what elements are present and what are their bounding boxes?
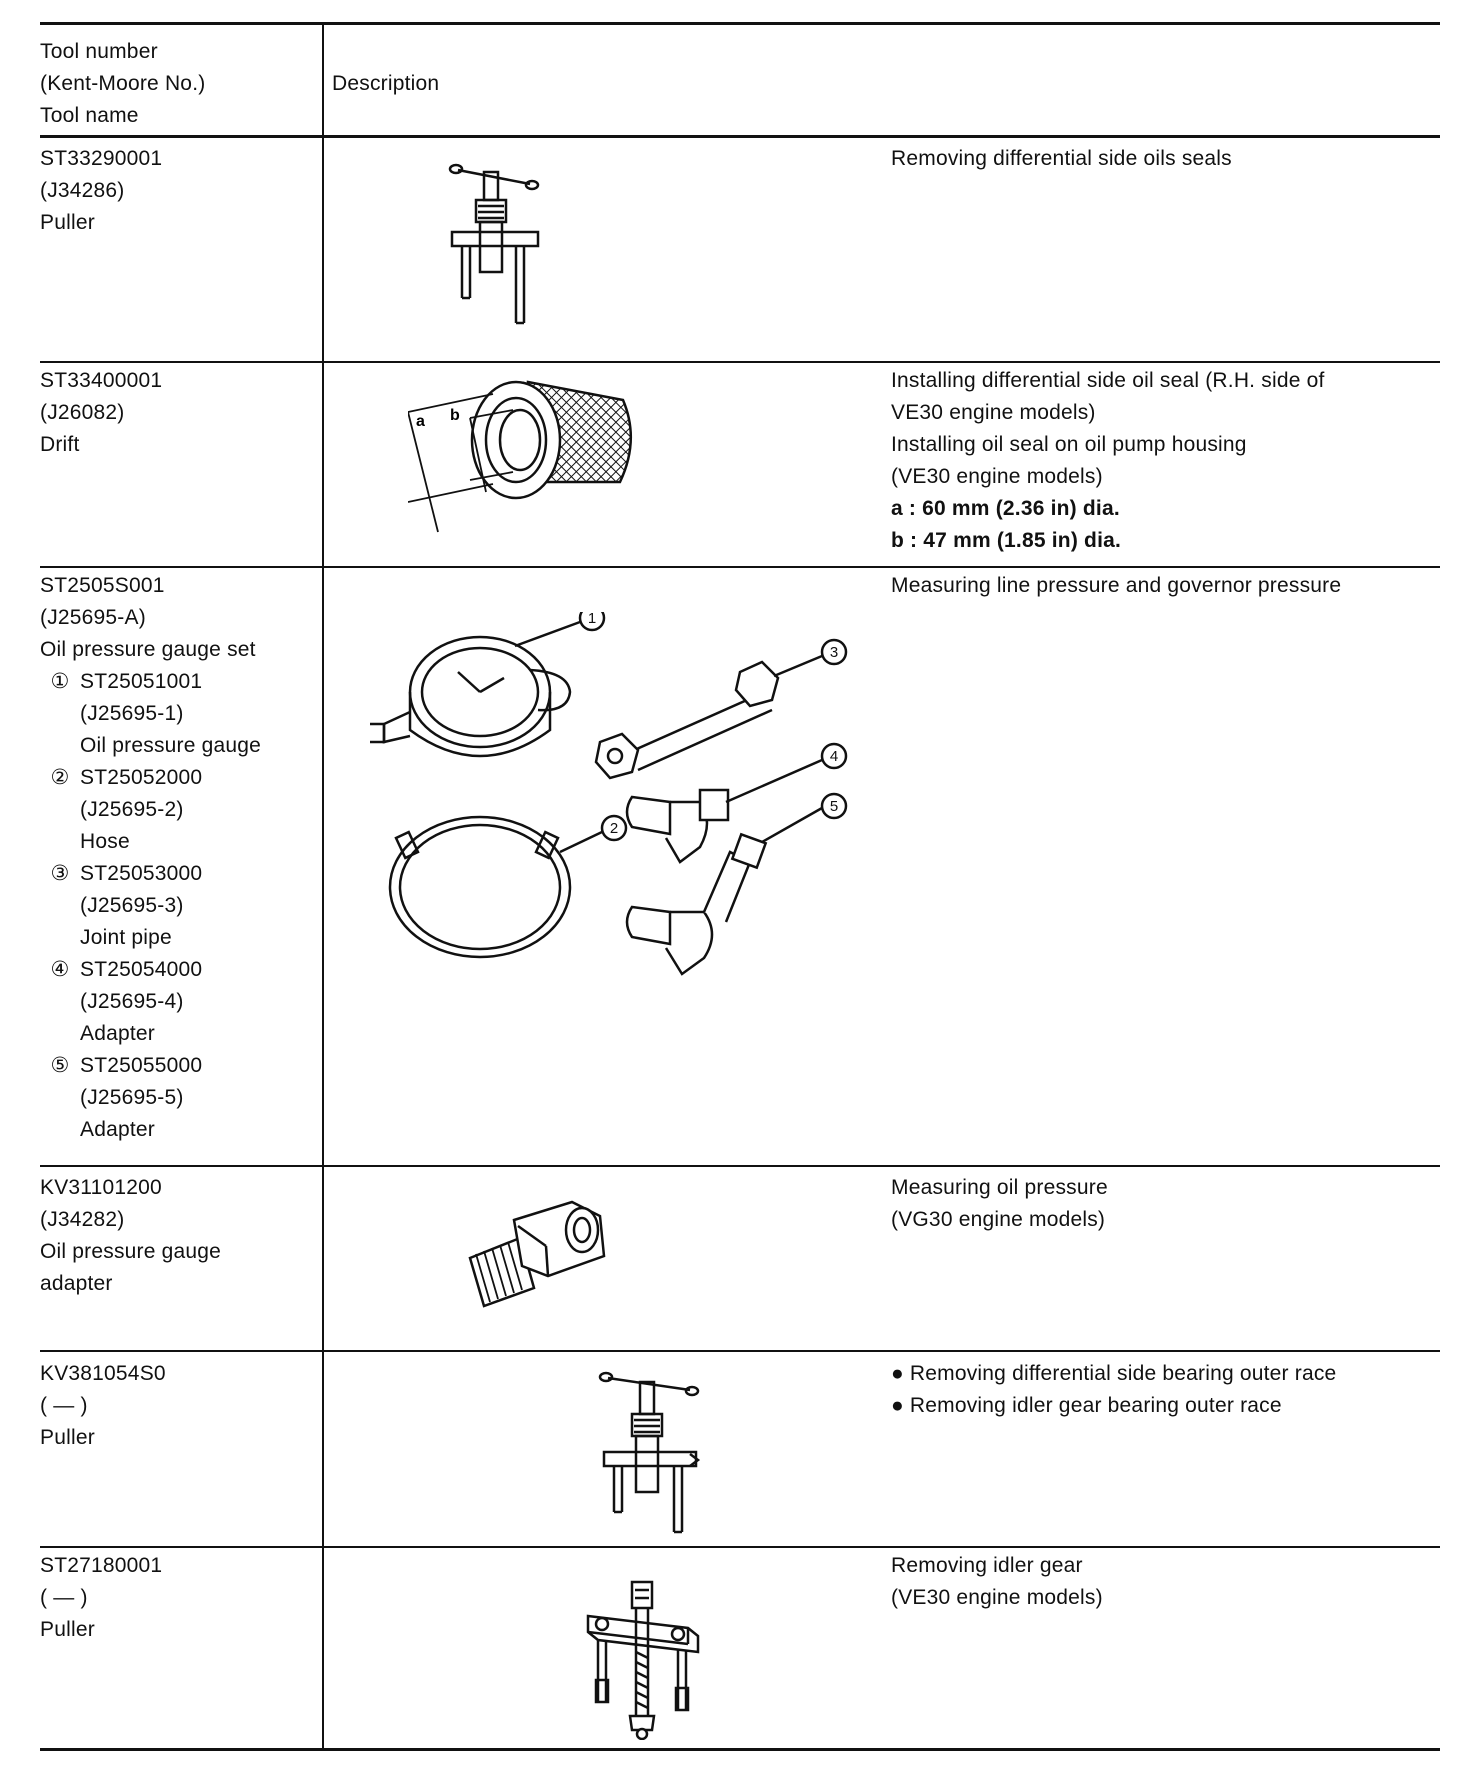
table-top-rule [40, 22, 1440, 25]
item-number: ② [50, 766, 70, 789]
puller-icon [594, 1362, 704, 1542]
tool-number: KV381054S0 [40, 1362, 166, 1385]
description-line: Measuring oil pressure [891, 1176, 1108, 1199]
description-line: Removing differential side oils seals [891, 147, 1232, 170]
row-5-description [891, 1358, 1451, 1422]
gauge-adapter-icon [462, 1196, 612, 1308]
description-line: Installing differential side oil seal (R.H. side of [891, 369, 1325, 392]
kent-moore-number: (J26082) [40, 401, 125, 424]
sub-item-1 [40, 666, 320, 698]
row-2-tool-id [40, 365, 320, 461]
tool-name: Oil pressure gauge [40, 1240, 222, 1263]
row-3-description [891, 570, 1451, 602]
row-3-tool-id [40, 570, 320, 1146]
kent-moore-number: (J25695-A) [40, 606, 146, 629]
oil-pressure-gauge-set-icon [370, 612, 970, 1012]
item-kent-moore: (J25695-2) [80, 798, 184, 821]
drift-icon [408, 372, 658, 542]
header-line: Tool number [40, 40, 158, 63]
column-divider [322, 22, 324, 1749]
description-line: (VE30 engine models) [891, 1586, 1103, 1609]
item-name: Oil pressure gauge [80, 734, 262, 757]
item-kent-moore: (J25695-3) [80, 894, 184, 917]
dim-label-b: b [450, 407, 460, 424]
item-part-number: ST25051001 [80, 670, 203, 693]
item-name: Adapter [80, 1118, 155, 1141]
callout-3: 3 [829, 644, 839, 661]
item-name: Joint pipe [80, 926, 172, 949]
row-divider [40, 1546, 1440, 1548]
item-number: ③ [50, 862, 70, 885]
item-part-number: ST25053000 [80, 862, 203, 885]
tool-name: Puller [40, 1426, 95, 1449]
tool-name: Puller [40, 1618, 95, 1641]
dimension-b: b : 47 mm (1.85 in) dia. [891, 529, 1122, 552]
tool-number: KV31101200 [40, 1176, 162, 1199]
description-line: Removing idler gear [891, 1554, 1083, 1577]
item-part-number: ST25054000 [80, 958, 203, 981]
dim-label-a: a [416, 413, 425, 430]
kent-moore-number: ( — ) [40, 1394, 88, 1417]
table-bottom-rule [40, 1748, 1440, 1751]
row-1-description [891, 143, 1451, 175]
item-name: Adapter [80, 1022, 155, 1045]
kent-moore-number: ( — ) [40, 1586, 88, 1609]
sub-item-4 [40, 954, 320, 986]
header-line: (Kent-Moore No.) [40, 72, 206, 95]
item-number: ① [50, 670, 70, 693]
header-tool-number [40, 36, 320, 132]
row-4-description [891, 1172, 1451, 1236]
header-rule [40, 135, 1440, 138]
kent-moore-number: (J34282) [40, 1208, 125, 1231]
header-line: Tool name [40, 104, 139, 127]
row-divider [40, 1350, 1440, 1352]
row-6-tool-id [40, 1550, 320, 1646]
description-line: ● Removing idler gear bearing outer race [891, 1394, 1282, 1417]
row-divider [40, 566, 1440, 568]
item-part-number: ST25052000 [80, 766, 203, 789]
tool-name: Drift [40, 433, 80, 456]
description-line: (VG30 engine models) [891, 1208, 1106, 1231]
row-1-tool-id [40, 143, 320, 239]
row-4-tool-id [40, 1172, 320, 1300]
tool-number: ST27180001 [40, 1554, 163, 1577]
tool-name-cont: adapter [40, 1272, 113, 1295]
item-number: ⑤ [50, 1054, 70, 1077]
row-divider [40, 361, 1440, 363]
description-line: Installing oil seal on oil pump housing [891, 433, 1247, 456]
sub-item-3 [40, 858, 320, 890]
kent-moore-number: (J34286) [40, 179, 125, 202]
item-kent-moore: (J25695-4) [80, 990, 184, 1013]
header-description: Description [332, 72, 440, 95]
tool-number: ST2505S001 [40, 574, 165, 597]
sub-item-2 [40, 762, 320, 794]
item-part-number: ST25055000 [80, 1054, 203, 1077]
row-6-description [891, 1550, 1451, 1614]
callout-2: 2 [609, 820, 619, 837]
callout-5: 5 [829, 798, 839, 815]
row-5-tool-id [40, 1358, 320, 1454]
tool-number: ST33290001 [40, 147, 163, 170]
row-2-description [891, 365, 1451, 557]
puller-icon [440, 148, 550, 333]
tool-number: ST33400001 [40, 369, 163, 392]
description-line: Measuring line pressure and governor pressure [891, 574, 1342, 597]
description-line: ● Removing differential side bearing outer race [891, 1362, 1337, 1385]
callout-4: 4 [829, 748, 839, 765]
description-line: (VE30 engine models) [891, 465, 1103, 488]
item-name: Hose [80, 830, 130, 853]
tool-name: Puller [40, 211, 95, 234]
item-kent-moore: (J25695-5) [80, 1086, 184, 1109]
item-kent-moore: (J25695-1) [80, 702, 184, 725]
sub-item-5 [40, 1050, 320, 1082]
gear-puller-icon [580, 1580, 706, 1740]
tool-name: Oil pressure gauge set [40, 638, 256, 661]
item-number: ④ [50, 958, 70, 981]
row-divider [40, 1165, 1440, 1167]
description-line: VE30 engine models) [891, 401, 1096, 424]
callout-1: 1 [587, 612, 597, 627]
dimension-a: a : 60 mm (2.36 in) dia. [891, 497, 1120, 520]
